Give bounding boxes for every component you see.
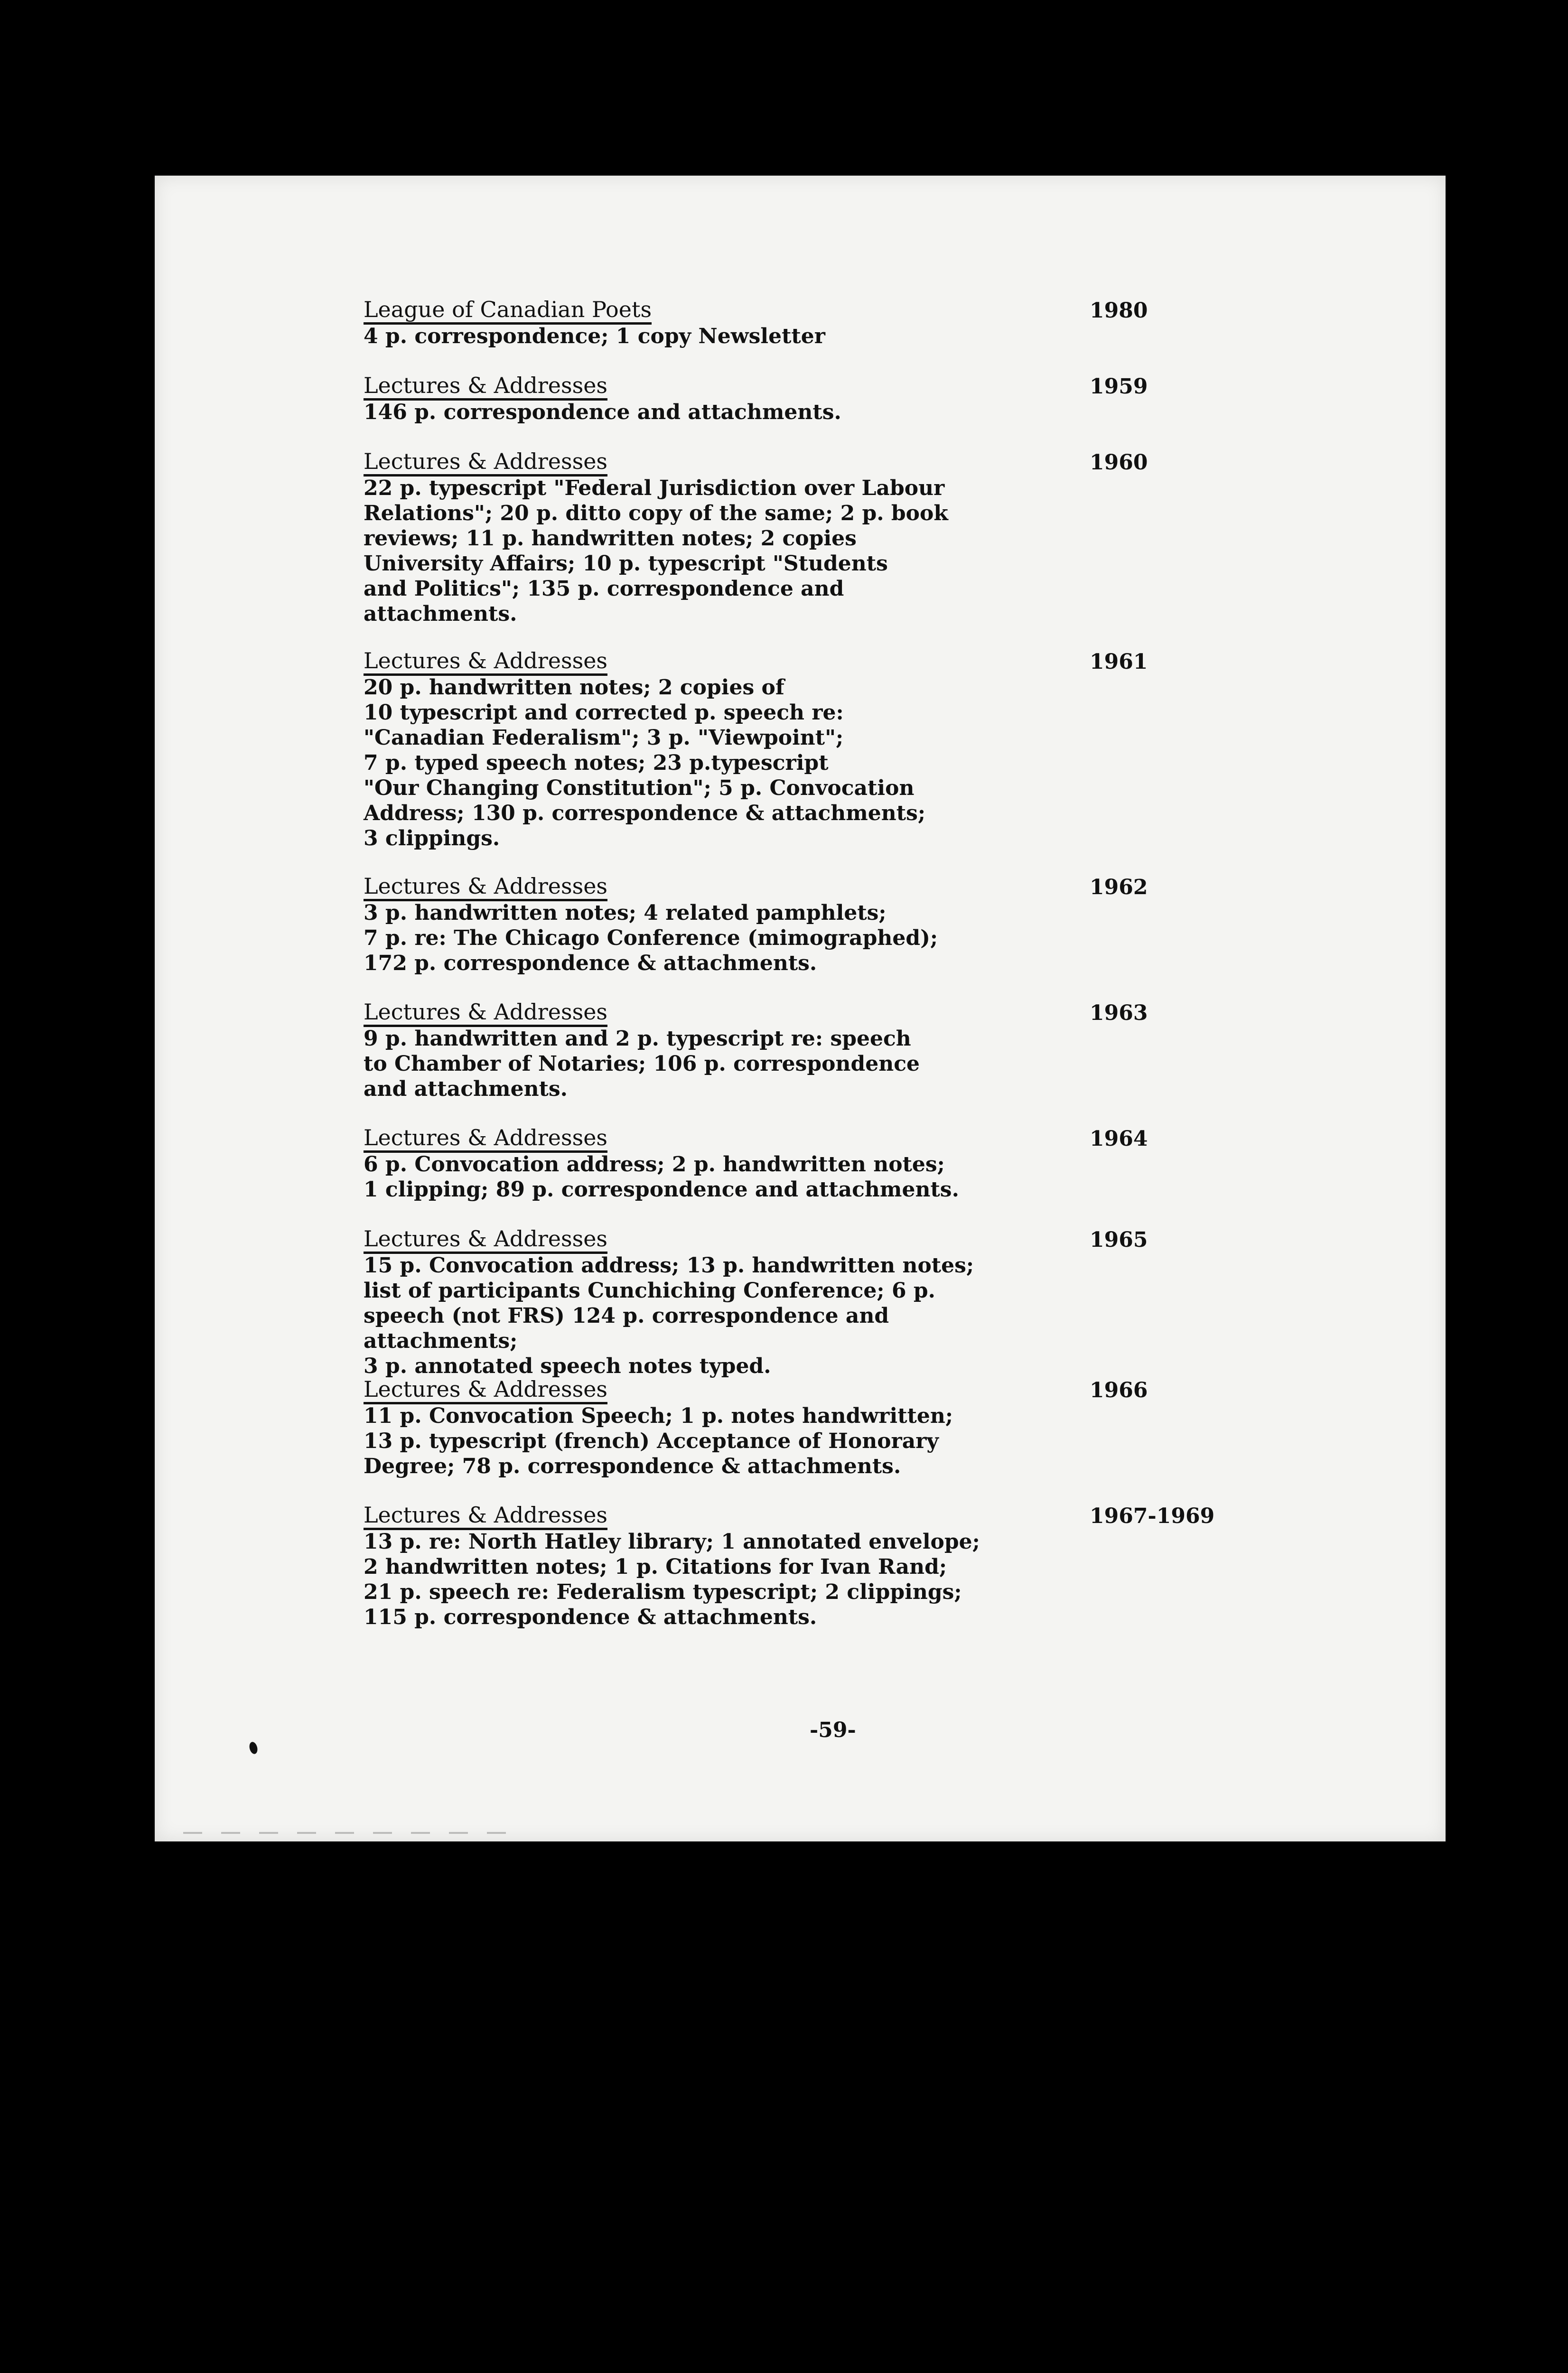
entry-year: 1965: [1090, 1228, 1148, 1252]
entry-description: 15 p. Convocation address; 13 p. handwritten notes; list of participants Cunchiching Conference; 6 p. speech (not FRS) 124 p. correspondence and attachments; 3 p. annotated speech notes typed.: [364, 1253, 974, 1378]
entry-lectures-1967-1969: [364, 1502, 1408, 1630]
ink-smudge: [248, 1741, 259, 1755]
entry-description: 22 p. typescript "Federal Jurisdiction over Labour Relations"; 20 p. ditto copy of the same; 2 p. book reviews; 11 p. handwritten notes; 2 copies University Affairs; 10 p. typescript "Students and Politics"; 135 p. correspondence and attachments.: [364, 476, 948, 626]
entry-description: 146 p. correspondence and attachments.: [364, 400, 841, 424]
entry-heading: Lectures & Addresses: [364, 448, 607, 476]
entry-year: 1964: [1090, 1127, 1148, 1151]
entry-heading: Lectures & Addresses: [364, 873, 607, 901]
entry-year: 1963: [1090, 1001, 1148, 1025]
entry-description: 13 p. re: North Hatley library; 1 annotated envelope; 2 handwritten notes; 1 p. Citations for Ivan Rand; 21 p. speech re: Federalism typescript; 2 clippings; 115 p. correspondence & attachments.: [364, 1530, 980, 1629]
entry-description: 4 p. correspondence; 1 copy Newsletter: [364, 324, 825, 348]
entry-year: 1967-1969: [1090, 1504, 1215, 1528]
entry-year: 1961: [1090, 650, 1148, 674]
entry-description: 11 p. Convocation Speech; 1 p. notes handwritten; 13 p. typescript (french) Acceptance of Honorary Degree; 78 p. correspondence & attachments.: [364, 1404, 953, 1478]
entry-heading: Lectures & Addresses: [364, 648, 607, 676]
entry-lectures-1965: [364, 1226, 1408, 1379]
entry-year: 1959: [1090, 374, 1148, 399]
entry-lectures-1966: [364, 1376, 1408, 1479]
entry-league-of-canadian-poets: [364, 297, 1408, 349]
entry-lectures-1960: [364, 448, 1408, 626]
entry-year: 1960: [1090, 450, 1148, 475]
entry-lectures-1963: [364, 999, 1408, 1102]
scan-edge-marks: [183, 1832, 515, 1834]
entry-description: 3 p. handwritten notes; 4 related pamphlets; 7 p. re: The Chicago Conference (mimographed); 172 p. correspondence & attachments.: [364, 901, 938, 975]
entry-heading: Lectures & Addresses: [364, 1226, 607, 1254]
entry-heading: Lectures & Addresses: [364, 999, 607, 1027]
entry-heading: League of Canadian Poets: [364, 297, 652, 325]
entry-lectures-1961: [364, 648, 1408, 851]
entry-heading: Lectures & Addresses: [364, 1125, 607, 1153]
entry-heading: Lectures & Addresses: [364, 373, 607, 401]
page-number: -59-: [810, 1718, 856, 1742]
entry-year: 1966: [1090, 1378, 1148, 1402]
entry-heading: Lectures & Addresses: [364, 1502, 607, 1530]
document-page: [155, 176, 1446, 1841]
entry-year: 1980: [1090, 299, 1148, 323]
entry-lectures-1959: [364, 373, 1408, 425]
entry-year: 1962: [1090, 875, 1148, 899]
entry-description: 9 p. handwritten and 2 p. typescript re: speech to Chamber of Notaries; 106 p. correspondence and attachments.: [364, 1027, 920, 1101]
entry-heading: Lectures & Addresses: [364, 1376, 607, 1404]
entry-lectures-1964: [364, 1125, 1408, 1202]
entry-lectures-1962: [364, 873, 1408, 976]
entry-description: 20 p. handwritten notes; 2 copies of 10 typescript and corrected p. speech re: "Canadian Federalism"; 3 p. "Viewpoint"; 7 p. typed speech notes; 23 p.typescript "Our Changing Constitution"; 5 p. Convocation Address; 130 p. correspondence & attachments; 3 clippings.: [364, 675, 926, 850]
entry-description: 6 p. Convocation address; 2 p. handwritten notes; 1 clipping; 89 p. correspondence and attachments.: [364, 1152, 959, 1202]
